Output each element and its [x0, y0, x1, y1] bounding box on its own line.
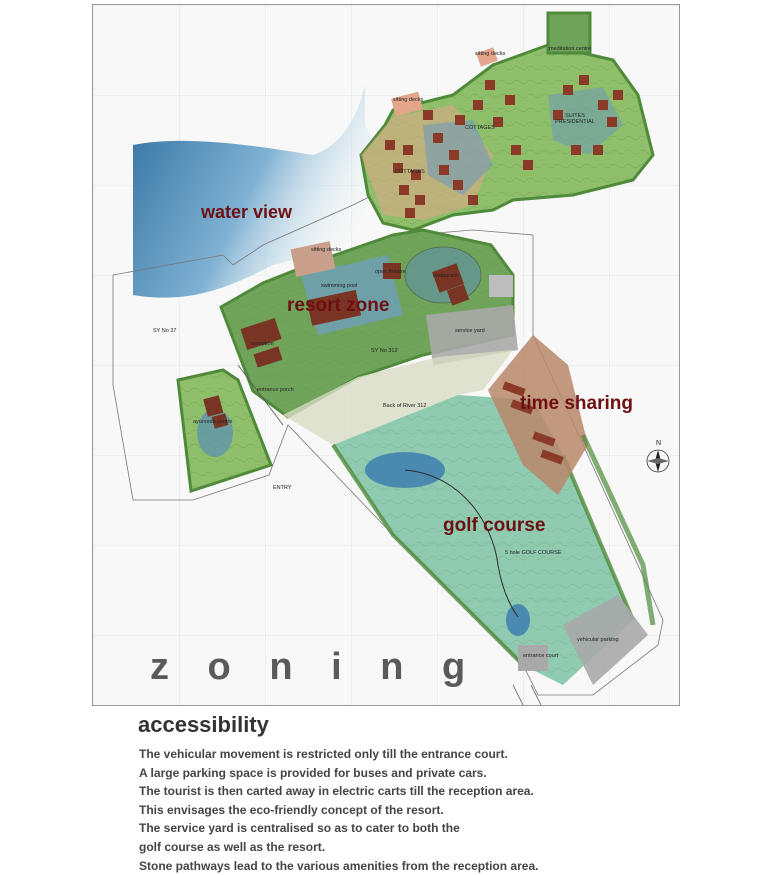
accessibility-title: accessibility — [138, 712, 269, 737]
label-entrance-porch: entrance porch — [257, 387, 294, 393]
accessibility-line: golf course as well as the resort. — [139, 839, 326, 854]
label-cottages-1: COTTAGES — [465, 125, 495, 131]
label-service-yard: service yard — [455, 328, 485, 334]
label-sy-no-312: SY No 312 — [371, 348, 398, 354]
label-sy-no-37: SY No 37 — [153, 328, 177, 334]
label-cottages-2: COTTAGES — [395, 169, 425, 175]
north-label: N — [656, 440, 662, 447]
accessibility-notes — [139, 745, 538, 875]
accessibility-line: A large parking space is provided for buses and private cars. — [139, 765, 487, 780]
zoning-title: z o n i n g — [150, 646, 480, 688]
site-plan-map — [92, 4, 680, 706]
compass-rose — [645, 448, 671, 474]
golf-pond-south — [506, 604, 530, 636]
label-entry: ENTRY — [273, 485, 292, 491]
accessibility-line: The vehicular movement is restricted only till the entrance court. — [139, 747, 508, 761]
zone-label-resort-zone: resort zone — [287, 295, 390, 316]
zone-label-water-view: water view — [201, 202, 293, 222]
label-sitting-decks-pool: sitting decks — [311, 247, 342, 253]
label-restaurant: restaurant — [433, 273, 458, 279]
site-plan-drawing — [93, 5, 679, 705]
label-back-of-river: Back of River 312 — [383, 403, 427, 409]
zone-label-time-sharing: time sharing — [520, 393, 633, 414]
label-open-theatre: open theatre — [375, 269, 406, 275]
label-reception: reception — [251, 341, 274, 347]
accessibility-line: This envisages the eco-friendly concept of the resort. — [139, 802, 444, 817]
north-arrow-icon — [645, 440, 671, 474]
label-golf-holes: 5 hole GOLF COURSE — [505, 550, 562, 556]
label-sitting-decks-top: sitting decks — [475, 51, 506, 57]
label-suites-presidential: SUITES PRESIDENTIAL — [555, 113, 595, 125]
accessibility-line: Stone pathways lead to the various amenities from the reception area. — [139, 858, 539, 873]
label-vehicular-parking: vehicular parking — [577, 637, 619, 643]
label-entrance-court: entrance court — [523, 653, 559, 659]
accessibility-line: The service yard is centralised so as to cater to both the — [139, 821, 460, 836]
accessibility-line: The tourist is then carted away in electric carts till the reception area. — [139, 784, 534, 799]
label-swimming-pool: swimming pool — [321, 283, 358, 289]
label-ayurveda-centre: ayurveda centre — [193, 419, 233, 425]
label-meditation-centre: meditation centre — [549, 46, 592, 52]
zone-label-golf-course: golf course — [443, 515, 546, 536]
label-sitting-decks-mid: sitting decks — [393, 97, 424, 103]
